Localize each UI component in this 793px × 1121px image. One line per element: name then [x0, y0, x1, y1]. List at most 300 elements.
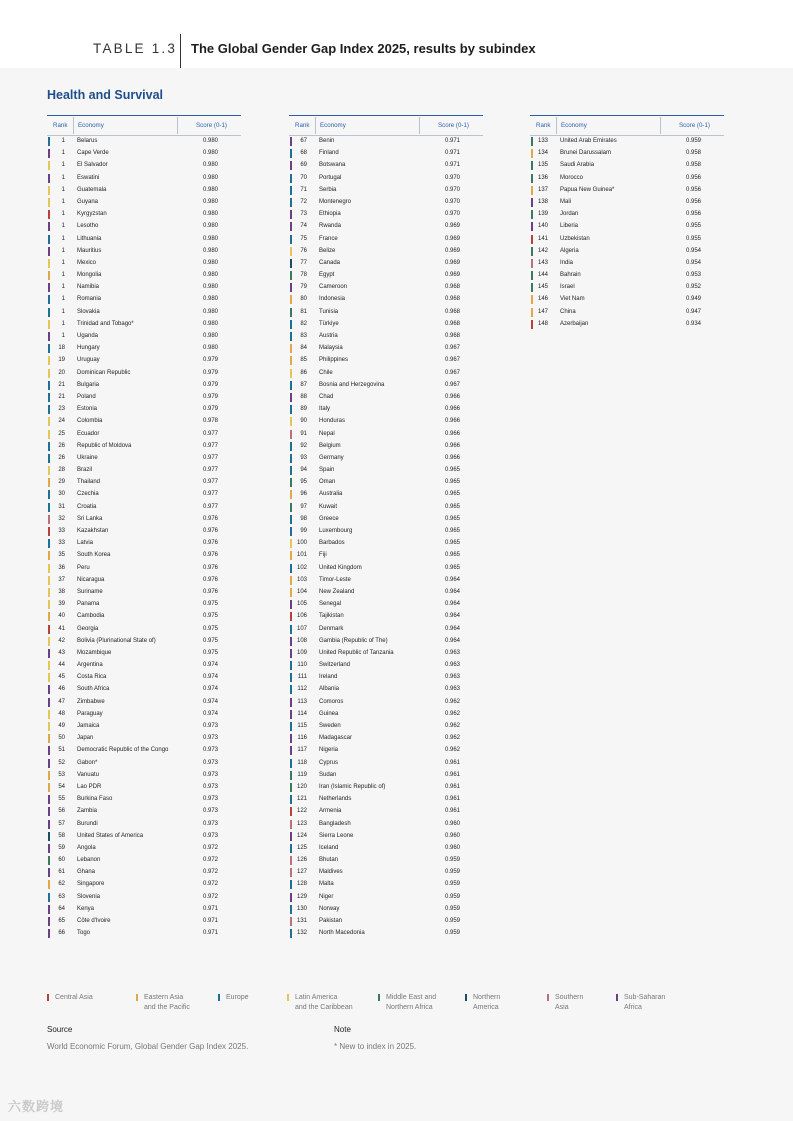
table-row: [289, 660, 483, 672]
table-row: [289, 904, 483, 916]
rank-cell: 117: [297, 747, 307, 754]
rank-header: Rank: [295, 122, 310, 129]
table-row: [47, 758, 241, 770]
score-cell: 0.980: [203, 186, 219, 193]
score-cell: 0.956: [686, 211, 702, 218]
economy-cell: Honduras: [319, 418, 346, 425]
note-heading: Note: [334, 1025, 351, 1034]
economy-cell: South Korea: [77, 552, 111, 559]
table-row: [289, 319, 483, 331]
economy-cell: Jamaica: [77, 723, 100, 729]
table-row: [47, 282, 241, 294]
table-row: [289, 258, 483, 270]
score-cell: 0.972: [203, 893, 219, 900]
rank-cell: 78: [300, 272, 307, 279]
table-row: [47, 465, 241, 477]
rank-cell: 42: [58, 637, 65, 644]
table-row: [289, 234, 483, 246]
table-row: [289, 879, 483, 891]
score-cell: 0.980: [203, 174, 219, 181]
score-cell: 0.980: [203, 235, 219, 242]
legend-label: Europe: [226, 994, 249, 1001]
score-cell: 0.980: [203, 259, 219, 266]
table-row: [289, 246, 483, 258]
score-cell: 0.960: [445, 844, 461, 851]
table-row: [289, 331, 483, 343]
table-row: [47, 575, 241, 587]
table-row: [47, 489, 241, 501]
economy-cell: Egypt: [319, 272, 335, 279]
economy-cell: Italy: [319, 406, 331, 413]
score-cell: 0.965: [445, 528, 461, 534]
table-row: [47, 709, 241, 721]
rank-cell: 137: [537, 186, 548, 193]
rank-cell: 75: [300, 235, 307, 242]
rank-cell: 119: [297, 771, 307, 778]
table-row: [289, 806, 483, 818]
rank-cell: 19: [58, 357, 65, 364]
score-cell: 0.970: [445, 211, 461, 218]
rank-cell: 66: [58, 930, 65, 937]
table-row: [289, 453, 483, 465]
economy-cell: Ukraine: [77, 454, 98, 461]
score-cell: 0.960: [445, 820, 461, 827]
table-row: [47, 721, 241, 733]
score-cell: 0.953: [686, 272, 702, 279]
economy-cell: Ireland: [319, 674, 338, 681]
economy-cell: Lao PDR: [77, 783, 102, 790]
rank-cell: 89: [300, 406, 307, 413]
table-row: [47, 514, 241, 526]
economy-cell: Netherlands: [319, 796, 352, 803]
economy-cell: Cyprus: [319, 759, 339, 766]
economy-cell: Finland: [319, 150, 339, 157]
header-divider: [177, 117, 178, 134]
rank-cell: 48: [58, 710, 65, 717]
table-row: [289, 855, 483, 867]
economy-cell: Montenegro: [319, 198, 352, 205]
score-cell: 0.962: [445, 747, 461, 754]
rank-cell: 36: [58, 564, 65, 571]
economy-cell: Zambia: [77, 808, 98, 815]
score-cell: 0.966: [445, 393, 461, 400]
source-text: World Economic Forum, Global Gender Gap Index 2025.: [47, 1042, 249, 1051]
score-cell: 0.977: [203, 503, 219, 510]
score-cell: 0.977: [203, 430, 219, 437]
score-cell: 0.965: [445, 503, 461, 510]
economy-cell: Guyana: [77, 198, 99, 205]
economy-cell: Greece: [319, 515, 339, 522]
economy-cell: Eswatini: [77, 174, 100, 181]
table-row: [47, 916, 241, 928]
table-row: [47, 928, 241, 940]
table-row: [47, 563, 241, 575]
rank-cell: 95: [300, 479, 307, 486]
table-row: [47, 831, 241, 843]
table-row: [47, 684, 241, 696]
score-cell: 0.976: [203, 515, 219, 522]
legend-swatch: [218, 994, 220, 1001]
rank-cell: 91: [300, 430, 307, 437]
score-cell: 0.947: [686, 308, 702, 315]
score-cell: 0.967: [445, 369, 461, 376]
rank-cell: 98: [300, 515, 307, 522]
header-divider: [419, 117, 420, 134]
score-cell: 0.969: [445, 247, 461, 254]
rank-cell: 52: [58, 759, 65, 766]
score-cell: 0.956: [686, 198, 702, 205]
score-cell: 0.970: [445, 186, 461, 193]
economy-cell: Romania: [77, 296, 102, 303]
economy-cell: Burkina Faso: [77, 796, 113, 803]
economy-cell: Czechia: [77, 491, 99, 498]
score-header: Score (0-1): [679, 122, 710, 129]
score-cell: 0.965: [445, 491, 461, 498]
rank-cell: 58: [58, 832, 65, 839]
table-body: [530, 136, 724, 331]
rank-cell: 1: [61, 174, 65, 181]
economy-cell: Democratic Republic of the Congo: [77, 747, 169, 754]
table-row: [47, 294, 241, 306]
economy-cell: Angola: [77, 844, 96, 851]
score-cell: 0.961: [445, 783, 461, 790]
rank-cell: 135: [537, 162, 548, 169]
table-row: [47, 502, 241, 514]
score-cell: 0.977: [203, 491, 219, 498]
economy-cell: Cape Verde: [77, 150, 109, 157]
rank-cell: 21: [58, 381, 65, 388]
rank-cell: 71: [300, 186, 307, 193]
economy-cell: Singapore: [77, 881, 105, 888]
rank-cell: 87: [300, 381, 307, 388]
table-row: [530, 185, 724, 197]
economy-header: Economy: [320, 122, 346, 129]
legend-swatch: [287, 994, 289, 1001]
table-row: [47, 331, 241, 343]
rank-cell: 140: [537, 223, 548, 230]
economy-cell: Sweden: [319, 723, 341, 729]
economy-cell: Kazakhstan: [77, 528, 109, 534]
score-cell: 0.970: [445, 198, 461, 205]
table-row: [289, 380, 483, 392]
table-row: [289, 148, 483, 160]
score-cell: 0.959: [445, 893, 461, 900]
rank-cell: 57: [58, 820, 65, 827]
rank-cell: 40: [58, 613, 65, 620]
score-cell: 0.968: [445, 308, 461, 315]
economy-cell: Bhutan: [319, 857, 339, 864]
economy-cell: Madagascar: [319, 735, 353, 742]
table-row: [47, 368, 241, 380]
rank-cell: 65: [58, 918, 65, 924]
score-cell: 0.964: [445, 625, 461, 632]
score-cell: 0.973: [203, 771, 219, 778]
economy-cell: Luxembourg: [319, 528, 353, 534]
rank-cell: 26: [58, 454, 65, 461]
rank-cell: 136: [537, 174, 548, 181]
table-row: [47, 380, 241, 392]
economy-cell: Belarus: [77, 138, 98, 144]
score-cell: 0.966: [445, 442, 461, 449]
rank-cell: 118: [297, 759, 307, 766]
rank-cell: 23: [58, 406, 65, 413]
score-cell: 0.965: [445, 467, 461, 474]
table-row: [530, 234, 724, 246]
score-cell: 0.959: [445, 930, 461, 937]
table-number: TABLE 1.3: [93, 41, 178, 56]
header-divider: [315, 117, 316, 134]
economy-cell: Kenya: [77, 905, 95, 912]
results-column-1: [47, 115, 241, 940]
economy-cell: Ecuador: [77, 430, 100, 437]
table-row: [47, 904, 241, 916]
economy-cell: Latvia: [77, 540, 94, 547]
legend-label: and the Pacific: [144, 1003, 190, 1011]
score-cell: 0.980: [203, 247, 219, 254]
table-row: [530, 197, 724, 209]
table-row: [47, 587, 241, 599]
economy-cell: Bulgaria: [77, 381, 100, 388]
score-cell: 0.971: [203, 905, 219, 912]
rank-cell: 32: [58, 515, 65, 522]
legend-label: America: [473, 1003, 499, 1011]
economy-cell: Spain: [319, 467, 335, 474]
table-row: [289, 819, 483, 831]
economy-cell: Hungary: [77, 345, 100, 352]
score-cell: 0.979: [203, 393, 219, 400]
score-cell: 0.973: [203, 723, 219, 729]
rank-cell: 124: [296, 832, 307, 839]
table-row: [289, 916, 483, 928]
economy-cell: Türkiye: [319, 320, 339, 327]
rank-cell: 39: [58, 601, 65, 608]
score-cell: 0.961: [445, 808, 461, 815]
table-row: [289, 136, 483, 148]
table-row: [289, 489, 483, 501]
score-cell: 0.980: [203, 320, 219, 327]
rank-cell: 31: [58, 503, 65, 510]
table-row: [47, 794, 241, 806]
rank-cell: 50: [58, 735, 65, 742]
economy-cell: Paraguay: [77, 710, 103, 717]
score-cell: 0.972: [203, 881, 219, 888]
table-row: [289, 648, 483, 660]
economy-cell: Poland: [77, 393, 96, 400]
economy-cell: Iran (Islamic Republic of): [319, 783, 386, 790]
economy-cell: Denmark: [319, 625, 344, 632]
economy-cell: Viet Nam: [560, 296, 585, 303]
rank-cell: 82: [300, 320, 307, 327]
rank-cell: 1: [61, 320, 65, 327]
economy-cell: Kyrgyzstan: [77, 211, 107, 218]
table-row: [289, 477, 483, 489]
table-row: [289, 441, 483, 453]
economy-cell: Belize: [319, 247, 336, 254]
rank-cell: 138: [537, 198, 548, 205]
rank-cell: 44: [58, 662, 65, 669]
rank-cell: 109: [296, 649, 307, 656]
table-row: [289, 733, 483, 745]
score-cell: 0.980: [203, 162, 219, 169]
legend-item: [136, 993, 190, 1012]
economy-cell: South Africa: [77, 686, 110, 693]
rank-cell: 55: [58, 796, 65, 803]
table-row: [47, 867, 241, 879]
table-row: [289, 197, 483, 209]
table-row: [530, 282, 724, 294]
table-row: [47, 185, 241, 197]
table-body: [289, 136, 483, 940]
table-row: [289, 355, 483, 367]
rank-cell: 18: [58, 345, 65, 352]
table-row: [289, 928, 483, 940]
table-row: [289, 404, 483, 416]
score-cell: 0.980: [203, 272, 219, 279]
rank-cell: 35: [58, 552, 65, 559]
economy-cell: Brazil: [77, 467, 93, 474]
score-cell: 0.976: [203, 552, 219, 559]
economy-cell: Saudi Arabia: [560, 162, 595, 169]
score-cell: 0.959: [445, 905, 461, 912]
rank-cell: 103: [296, 576, 307, 583]
rank-cell: 73: [300, 211, 307, 218]
score-cell: 0.974: [203, 710, 219, 717]
table-row: [47, 636, 241, 648]
rank-cell: 24: [58, 418, 65, 425]
economy-cell: Brunei Darussalam: [560, 150, 612, 157]
score-cell: 0.980: [203, 138, 219, 144]
table-row: [47, 672, 241, 684]
table-row: [530, 209, 724, 221]
legend-swatch: [378, 994, 380, 1001]
table-row: [289, 429, 483, 441]
economy-cell: Cameroon: [319, 284, 348, 291]
rank-cell: 1: [61, 211, 65, 218]
legend-label: Asia: [555, 1003, 569, 1011]
score-cell: 0.952: [686, 284, 702, 291]
rank-cell: 33: [58, 540, 65, 547]
economy-cell: Algeria: [560, 247, 579, 254]
score-cell: 0.965: [445, 564, 461, 571]
table-row: [47, 770, 241, 782]
economy-cell: Argentina: [77, 662, 103, 669]
economy-cell: Bangladesh: [319, 820, 351, 827]
rank-cell: 100: [296, 540, 307, 547]
economy-cell: Belgium: [319, 442, 341, 449]
table-row: [47, 160, 241, 172]
results-column-3: [530, 115, 724, 331]
economy-cell: Namibia: [77, 284, 100, 291]
rank-cell: 106: [296, 613, 307, 620]
economy-cell: Tunisia: [319, 308, 339, 315]
score-cell: 0.959: [445, 869, 461, 876]
economy-cell: Nicaragua: [77, 576, 105, 583]
economy-cell: United States of America: [77, 832, 144, 839]
rank-cell: 148: [537, 320, 548, 327]
score-cell: 0.949: [686, 296, 702, 303]
economy-cell: Togo: [77, 930, 91, 937]
legend-label: Africa: [624, 1003, 642, 1011]
table-row: [530, 221, 724, 233]
table-row: [47, 550, 241, 562]
economy-cell: Israel: [560, 284, 575, 291]
rank-cell: 113: [297, 698, 307, 705]
economy-cell: Burundi: [77, 820, 98, 827]
page-header: [0, 0, 793, 68]
economy-cell: Canada: [319, 259, 341, 266]
table-row: [47, 453, 241, 465]
score-cell: 0.961: [445, 759, 461, 766]
rank-cell: 104: [296, 588, 307, 595]
score-cell: 0.974: [203, 698, 219, 705]
score-cell: 0.972: [203, 857, 219, 864]
economy-cell: Lithuania: [77, 235, 102, 242]
score-cell: 0.958: [686, 150, 702, 157]
rank-cell: 131: [296, 918, 307, 924]
table-row: [289, 160, 483, 172]
rank-cell: 112: [297, 686, 307, 693]
score-cell: 0.974: [203, 662, 219, 669]
rank-cell: 29: [58, 479, 65, 486]
rank-cell: 123: [296, 820, 307, 827]
economy-cell: Comoros: [319, 698, 344, 705]
score-cell: 0.969: [445, 223, 461, 230]
score-cell: 0.976: [203, 540, 219, 547]
score-cell: 0.975: [203, 649, 219, 656]
table-row: [289, 684, 483, 696]
rank-cell: 147: [537, 308, 548, 315]
economy-cell: Barbados: [319, 540, 345, 547]
rank-cell: 77: [300, 259, 307, 266]
header-divider: [660, 117, 661, 134]
score-cell: 0.965: [445, 479, 461, 486]
rank-cell: 59: [58, 844, 65, 851]
rank-cell: 110: [297, 662, 307, 669]
table-row: [289, 709, 483, 721]
table-row: [289, 672, 483, 684]
score-cell: 0.967: [445, 357, 461, 364]
score-cell: 0.955: [686, 235, 702, 242]
rank-cell: 1: [61, 308, 65, 315]
economy-cell: Pakistan: [319, 918, 343, 924]
header-divider: [180, 34, 181, 68]
score-cell: 0.973: [203, 808, 219, 815]
legend-item: [287, 993, 353, 1012]
economy-cell: Gambia (Republic of The): [319, 637, 388, 644]
section-title: Health and Survival: [47, 88, 164, 102]
table-row: [289, 867, 483, 879]
rank-cell: 141: [537, 235, 548, 242]
table-row: [289, 843, 483, 855]
rank-cell: 116: [297, 735, 307, 742]
rank-cell: 146: [537, 296, 548, 303]
table-row: [289, 392, 483, 404]
economy-cell: Zimbabwe: [77, 698, 105, 705]
rank-cell: 74: [300, 223, 307, 230]
economy-cell: Armenia: [319, 808, 342, 815]
table-row: [289, 758, 483, 770]
score-cell: 0.975: [203, 637, 219, 644]
rank-cell: 90: [300, 418, 307, 425]
score-cell: 0.964: [445, 637, 461, 644]
table-row: [289, 636, 483, 648]
economy-cell: Sierra Leone: [319, 832, 354, 839]
score-cell: 0.959: [445, 918, 461, 924]
score-cell: 0.956: [686, 186, 702, 193]
economy-cell: Azerbaijan: [560, 320, 589, 327]
table-row: [289, 185, 483, 197]
score-cell: 0.954: [686, 259, 702, 266]
